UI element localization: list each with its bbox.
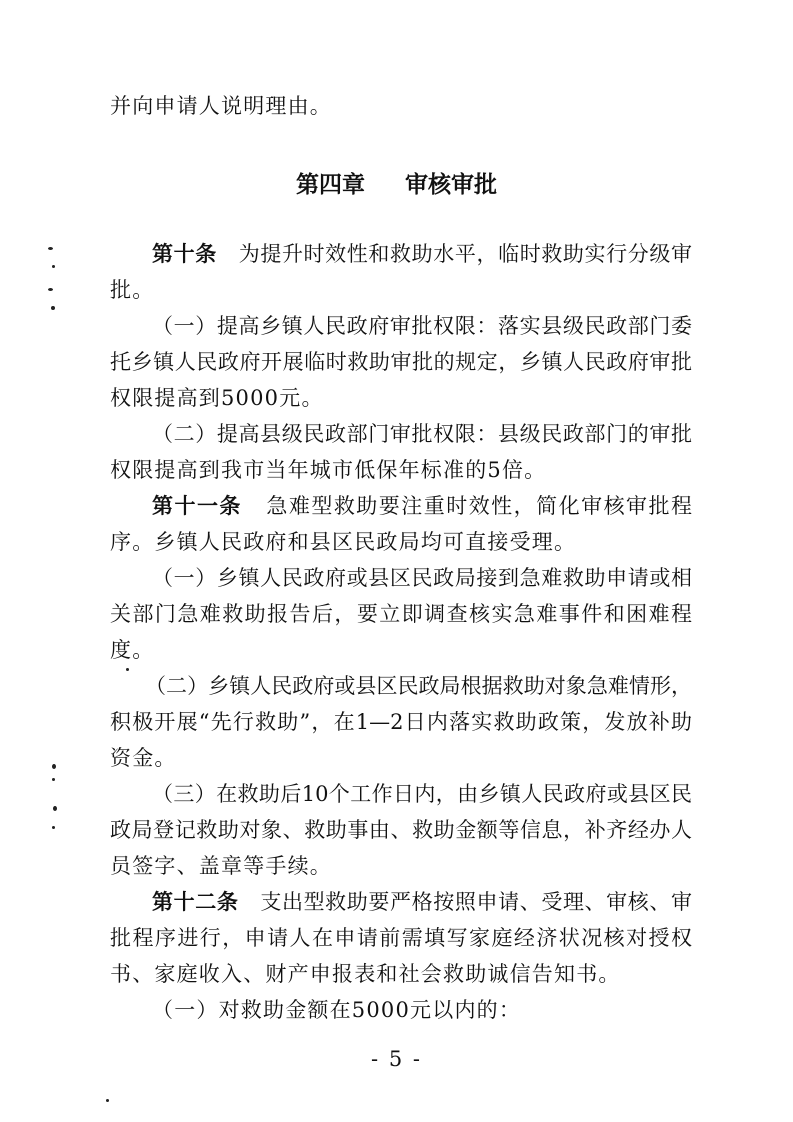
article-11-label: 第十一条 (152, 494, 242, 518)
article-11-line-1: 第十一条 急难型救助要注重时效性，简化审核审批程 (152, 494, 693, 518)
article-11-item-3-line-3: 员签字、盖章等手续。 (110, 854, 332, 878)
article-11-item-2-line-1: （二）乡镇人民政府或县区民政局根据救助对象急难情形， (145, 674, 692, 698)
article-10-line-2: 批。 (110, 278, 155, 302)
article-10-item-1-line-2: 托乡镇人民政府开展临时救助审批的规定，乡镇人民政府审批 (110, 350, 692, 374)
article-12-item-1-line-1: （一）对救助金额在5000元以内的： (152, 998, 522, 1022)
article-11-item-3-line-2: 政局登记救助对象、救助事由、救助金额等信息，补齐经办人 (110, 818, 692, 842)
article-10-item-2-line-1: （二）提高县级民政部门审批权限：县级民政部门的审批 (152, 422, 692, 446)
article-10-item-2-line-2: 权限提高到我市当年城市低保年标准的5倍。 (110, 458, 547, 482)
scan-speck (126, 668, 129, 671)
article-10-label: 第十条 (152, 242, 217, 266)
scan-speck (48, 247, 53, 250)
article-11-item-1-line-3: 度。 (110, 638, 155, 662)
article-12-label: 第十二条 (152, 890, 239, 914)
article-10-item-1-line-1: （一）提高乡镇人民政府审批权限：落实县级民政部门委 (152, 314, 692, 338)
article-11-item-2-line-2: 积极开展“先行救助”，在1—2日内落实救助政策，发放补助 (110, 710, 692, 734)
scan-speck (52, 265, 55, 268)
article-11-item-3-line-1: （三）在救助后10个工作日内，由乡镇人民政府或县区民 (152, 782, 692, 806)
article-11-item-1-line-2: 关部门急难救助报告后，要立即调查核实急难事件和困难程 (110, 602, 692, 626)
chapter-heading (0, 166, 793, 199)
scan-speck (106, 1099, 109, 1102)
scan-speck (52, 764, 56, 769)
article-11-line-2: 序。乡镇人民政府和县区民政局均可直接受理。 (110, 530, 577, 554)
chapter-title: 审核审批 (405, 172, 497, 198)
article-10-line-1: 第十条 为提升时效性和救助水平，临时救助实行分级审 (152, 242, 693, 266)
scan-speck (51, 306, 55, 310)
page-number: - 5 - (371, 1047, 422, 1071)
scan-speck (48, 288, 53, 291)
chapter-number: 第四章 (296, 172, 365, 198)
article-10-item-1-line-3: 权限提高到5000元。 (110, 386, 324, 410)
continuation-line: 并向申请人说明理由。 (110, 94, 332, 118)
scan-speck (52, 778, 55, 781)
scan-speck (52, 826, 55, 829)
article-12-line-1: 第十二条 支出型救助要严格按照申请、受理、审核、审 (152, 890, 693, 914)
scan-speck (53, 806, 57, 811)
article-11-item-2-line-3: 资金。 (110, 746, 177, 770)
article-12-line-3: 书、家庭收入、财产申报表和社会救助诚信告知书。 (110, 962, 621, 986)
article-11-item-1-line-1: （一）乡镇人民政府或县区民政局接到急难救助申请或相 (152, 566, 692, 590)
article-12-line-2: 批程序进行，申请人在申请前需填写家庭经济状况核对授权 (110, 926, 692, 950)
